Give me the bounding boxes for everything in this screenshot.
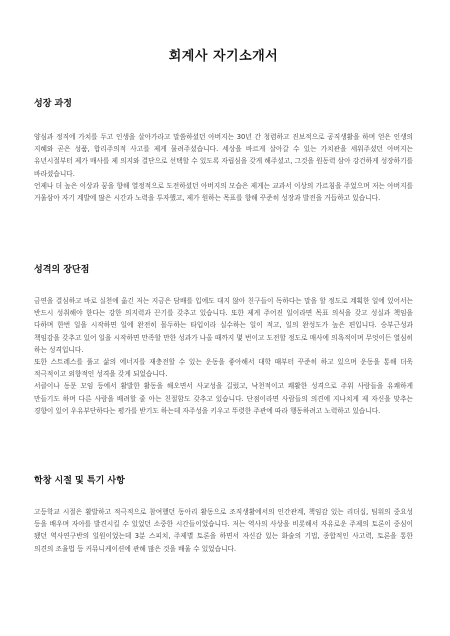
paragraph: 또한 스트레스를 풀고 삶의 에너지를 재충전할 수 있는 운동을 좋아해서 대학 때부터 꾸준히 하고 있으며 운동을 통해 더욱 적극적이고 외향적인 성격을 갖게 되었습니다. bbox=[34, 358, 413, 379]
section-body bbox=[34, 506, 413, 555]
paragraph: 금연을 결심하고 바로 실천에 옮긴 저는 지금은 담배를 입에도 대지 않아 친구들이 독하다는 말을 할 정도로 계획한 일에 있어서는 반드시 성취해야 한다는 강한 의지력과 끈기를 갖추고 있습니다. 또한 제게 주어진 일이라면 목표 의식을 갖고 성실과 책임을 다하며 한번 일을 시작하면 일에 완전히 몰두하는 타입이라 실수하는 일이 적고, 일의 완성도가 높은 편입니다. 승부근성과 책임감을 갖추고 있어 일을 시작하면 만족할 만한 성과가 나올 때까지 몇 번이고 도전할 정도로 매사에 의욕적이며 무엇이든 열심히 하는 성격입니다. bbox=[34, 297, 413, 354]
section-school-life bbox=[34, 473, 413, 555]
section-heading: 학창 시절 및 특기 사항 bbox=[34, 476, 125, 486]
paragraph: 고등학교 시절은 활발하고 적극적으로 참여했던 동아리 활동으로 조직생활에서의 인간관계, 책임감 있는 리더십, 팀워의 중요성 등을 배우며 자아를 발견시킬 수 있었던 소중한 시간들이었습니다. 저는 역사의 사상을 비롯해서 자유로운 주제의 토론이 중심이 됐던 역사연구반의 일원이었는데 3분 스피치, 주제별 토론을 하면서 자신감 있는 화술의 기법, 종합적인 사고력, 토론을 통한 의견의 조율법 등 커뮤니케이션에 관해 많은 것을 배울 수 있었습니다. bbox=[34, 508, 413, 553]
section-strengths-weaknesses bbox=[34, 262, 413, 417]
section-body bbox=[34, 131, 413, 204]
section-growth bbox=[34, 96, 413, 204]
paragraph: 서클이나 동문 모임 등에서 활발한 활동을 해오면서 사교성을 길렀고, 낙천적이고 쾌활한 성격으로 주위 사람들을 유쾌하게 만들기도 하며 다른 사람을 배려할 줄 아는 친절함도 갖추고 있습니다. 단점이라면 사람들의 의견에 지나치게 제 자신을 맞추는 경향이 있어 우유부단하다는 평가를 받기도 하는데 자주성을 키우고 뚜렷한 주관에 따라 행동하려고 노력하고 있습니다. bbox=[34, 382, 413, 415]
paragraph: 양심과 정직에 가치를 두고 인생을 살아가라고 말씀하셨던 아버지는 30년 간 청렴하고 진보적으로 공직생활을 하며 얻은 인생의 지혜와 곧은 성품, 합리주의적 사고를 제게 물려주셨습니다. 세상을 바르게 살아갈 수 있는 가치관을 세워주셨던 아버지는 유년시절부터 제가 매사를 제 의지와 결단으로 선택할 수 있도록 자립심을 갖게 해주셨고, 그것을 원동력 삼아 강건하게 성장하기를 바라셨습니다. bbox=[34, 133, 413, 178]
section-heading: 성격의 장단점 bbox=[34, 265, 90, 275]
document-title: 회계사 자기소개서 bbox=[168, 49, 279, 64]
section-heading: 성장 과정 bbox=[34, 99, 72, 109]
section-body bbox=[34, 295, 413, 417]
paragraph: 언제나 더 높은 이상과 꿈을 향해 열정적으로 도전하셨던 아버지의 모습은 제게는 교과서 이상의 가르침을 주었으며 저는 아버지를 거울삼아 자기 계발에 많은 시간과 노력을 투자했고, 제가 원하는 목표를 향해 꾸준히 성장과 발전을 거듭하고 있습니다. bbox=[34, 181, 413, 203]
